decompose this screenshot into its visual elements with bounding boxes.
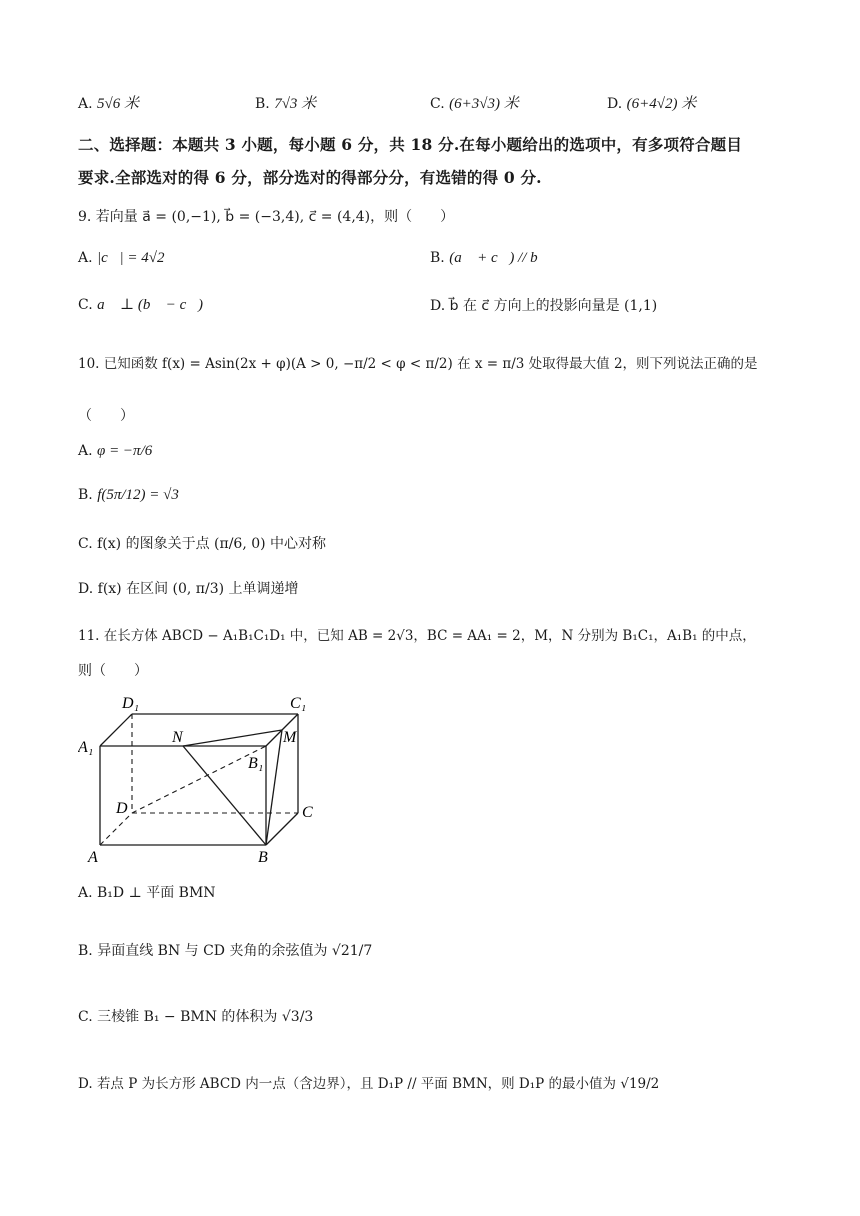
label-c1: C₁ — [290, 695, 307, 712]
label-c: C — [302, 804, 313, 821]
q9-option-c: C. a⃗ ⊥ (b⃗ − c⃗) — [78, 297, 204, 313]
q11-option-d: D. 若点 P 为长方形 ABCD 内一点（含边界），且 D₁P // 平面 BMN，则 D₁P 的最小值为 √19/2 — [78, 1076, 660, 1092]
q11-option-b: B. 异面直线 BN 与 CD 夹角的余弦值为 √21/7 — [78, 943, 373, 959]
edge-a1d1 — [100, 714, 132, 746]
label-a: A — [88, 849, 98, 866]
edge-bc — [266, 813, 298, 845]
label-a1: A₁ — [78, 739, 94, 756]
q8-option-c: C. (6+3√3) 米 — [430, 96, 519, 112]
q10-option-a: A. φ = −π/6 — [78, 443, 153, 459]
q8-option-d: D. (6+4√2) 米 — [607, 96, 697, 112]
q11-option-c: C. 三棱锥 B₁ − BMN 的体积为 √3/3 — [78, 1009, 314, 1025]
q9-stem: 9. 若向量 a⃗ = (0,−1), b⃗ = (−3,4), c⃗ = (4,4)，则（ ） — [78, 209, 455, 225]
label-b: B — [258, 849, 268, 866]
label-d1: D₁ — [122, 695, 140, 712]
label-n: N — [172, 729, 183, 746]
section-heading-line1: 二、选择题：本题共 3 小题，每小题 6 分，共 18 分.在每小题给出的选项中，有多项符合题目 — [78, 135, 743, 154]
cuboid-figure — [78, 690, 328, 874]
q11-option-a: A. B₁D ⊥ 平面 BMN — [78, 885, 216, 901]
q11-stem: 11. 在长方体 ABCD − A₁B₁C₁D₁ 中，已知 AB = 2√3，BC = AA₁ = 2，M，N 分别为 B₁C₁，A₁B₁ 的中点， — [78, 628, 756, 644]
q10-stem: 10. 已知函数 f(x) = Asin(2x + φ)(A > 0, −π/2 < φ < π/2) 在 x = π/3 处取得最大值 2，则下列说法正确的是 — [78, 356, 758, 372]
segment-mb — [266, 730, 282, 845]
q9-option-b: B. (a⃗ + c⃗) // b⃗ — [430, 250, 550, 266]
q11-stem-continued: 则（ ） — [78, 663, 148, 679]
segment-db1-hidden — [132, 746, 266, 813]
label-b1: B₁ — [248, 755, 264, 772]
label-m: M — [283, 729, 297, 746]
q10-option-c: C. f(x) 的图象关于点 (π/6, 0) 中心对称 — [78, 536, 327, 552]
q9-option-d: D. b⃗ 在 c⃗ 方向上的投影向量是 (1,1) — [430, 298, 658, 314]
q9-option-a: A. |c⃗| = 4√2 — [78, 250, 165, 266]
label-d: D — [116, 800, 128, 817]
section-heading-line2: 要求.全部选对的得 6 分，部分选对的得部分分，有选错的得 0 分. — [78, 168, 542, 187]
segment-nm — [183, 730, 282, 746]
q8-option-a: A. 5√6 米 — [78, 96, 139, 112]
q8-option-b: B. 7√3 米 — [255, 96, 317, 112]
q10-paren: （ ） — [78, 408, 134, 424]
edge-ad-hidden — [100, 813, 132, 845]
q10-option-b: B. f(5π/12) = √3 — [78, 487, 179, 503]
q10-option-d: D. f(x) 在区间 (0, π/3) 上单调递增 — [78, 581, 299, 597]
